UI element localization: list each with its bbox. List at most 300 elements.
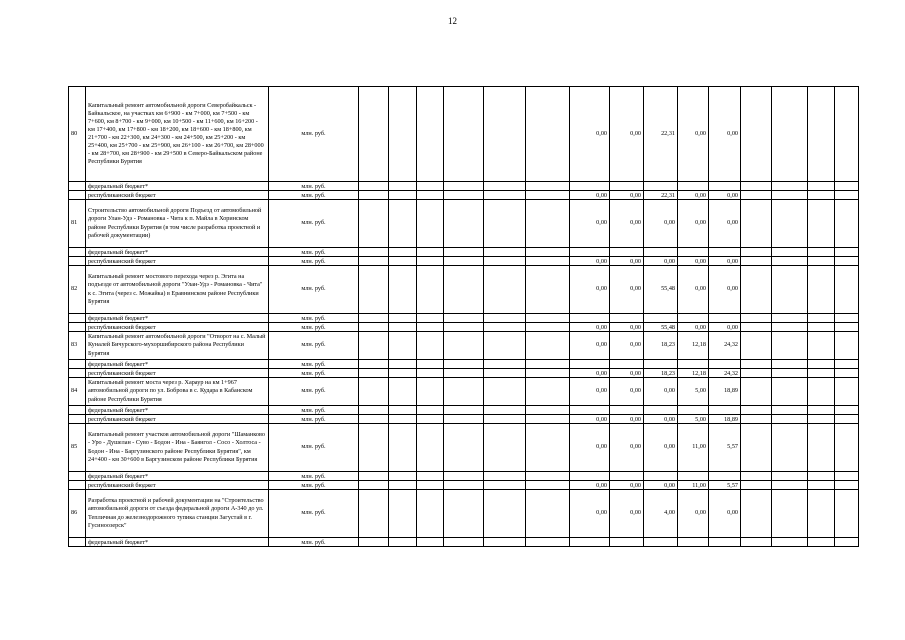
value-cell (417, 314, 444, 323)
value-cell (709, 472, 741, 481)
value-cell (570, 248, 610, 257)
value-cell: 0,00 (570, 369, 610, 378)
value-cell (389, 369, 417, 378)
value-cell (359, 257, 389, 266)
value-cell: 0,00 (678, 200, 709, 248)
value-cell (678, 538, 709, 547)
value-cell (741, 323, 772, 332)
row-number: 86 (69, 490, 86, 538)
project-description: Капитальный ремонт автомобильной дороги "Отворот на с. Малый Куналей Бичурского-мухоршибирского района Республики Бурятия (86, 332, 269, 360)
project-description: Капитальный ремонт участков автомобильной дороги "Шаманково - Уро - Душелан - Суво - Бодон - Ина - Баянгол - Сосо - Холтоса - Бодон - Ина - Баргузинского районе Республики Бурятия", км 24+400 - км 30+600 в Баргузинском районе Республики Бурятия (86, 424, 269, 472)
table-subrow (69, 369, 859, 378)
value-cell (570, 472, 610, 481)
table-subrow (69, 182, 859, 191)
value-cell: 0,00 (570, 415, 610, 424)
value-cell (772, 87, 808, 182)
funding-source: республиканский бюджет (86, 191, 269, 200)
value-cell (808, 472, 835, 481)
value-cell (526, 314, 570, 323)
value-cell (835, 538, 859, 547)
value-cell (610, 360, 644, 369)
value-cell (484, 266, 526, 314)
table-subrow (69, 257, 859, 266)
value-cell (526, 369, 570, 378)
value-cell (644, 472, 678, 481)
table-subrow (69, 248, 859, 257)
unit-cell: млн. руб. (269, 182, 359, 191)
value-cell (610, 248, 644, 257)
row-number (69, 248, 86, 257)
unit-cell: млн. руб. (269, 490, 359, 538)
value-cell (835, 323, 859, 332)
value-cell (417, 424, 444, 472)
value-cell (808, 266, 835, 314)
value-cell (772, 332, 808, 360)
value-cell (835, 332, 859, 360)
unit-cell: млн. руб. (269, 481, 359, 490)
value-cell (808, 248, 835, 257)
table-subrow (69, 191, 859, 200)
funding-source: федеральный бюджет* (86, 360, 269, 369)
value-cell (526, 323, 570, 332)
value-cell (389, 191, 417, 200)
value-cell: 0,00 (570, 378, 610, 406)
project-description: Капитальный ремонт автомобильной дороги Северобайкальск - Байкальское, на участках км 6+900 - км 7+000, км 7+500 - км 7+600, км 8+700 - км 9+000, км 10+500 - км 11+600, км 16+200 - км 17+400, км 17+800 - км 18+200, км 18+600 - км 18+800, км 21+700 - км 22+300, км 24+300 - км 24+500, км 25+200 - км 25+400, км 25+700 - км 25+900, км 26+100 - км 26+700, км 28+000 - км 28+700, км 28+900 - км 29+500 в Северо-Байкальском районе Республики Бурятия (86, 87, 269, 182)
value-cell (484, 538, 526, 547)
value-cell: 12,18 (678, 369, 709, 378)
value-cell (444, 200, 484, 248)
value-cell (417, 191, 444, 200)
value-cell (484, 191, 526, 200)
value-cell (444, 406, 484, 415)
value-cell (417, 538, 444, 547)
value-cell: 18,89 (709, 415, 741, 424)
row-number (69, 360, 86, 369)
value-cell: 0,00 (709, 87, 741, 182)
value-cell (772, 538, 808, 547)
value-cell: 0,00 (570, 323, 610, 332)
unit-cell: млн. руб. (269, 200, 359, 248)
value-cell (835, 369, 859, 378)
value-cell (526, 378, 570, 406)
value-cell (808, 490, 835, 538)
value-cell: 0,00 (610, 200, 644, 248)
value-cell: 0,00 (678, 191, 709, 200)
value-cell (835, 257, 859, 266)
value-cell (389, 406, 417, 415)
value-cell (444, 490, 484, 538)
value-cell (835, 472, 859, 481)
value-cell: 0,00 (570, 200, 610, 248)
value-cell (772, 415, 808, 424)
value-cell (808, 369, 835, 378)
funding-source: республиканский бюджет (86, 323, 269, 332)
value-cell (444, 314, 484, 323)
value-cell (808, 538, 835, 547)
value-cell (444, 257, 484, 266)
value-cell: 0,00 (709, 323, 741, 332)
unit-cell: млн. руб. (269, 360, 359, 369)
value-cell (772, 378, 808, 406)
value-cell: 0,00 (610, 266, 644, 314)
value-cell (417, 87, 444, 182)
value-cell (808, 257, 835, 266)
value-cell (772, 191, 808, 200)
value-cell (678, 182, 709, 191)
value-cell (444, 87, 484, 182)
table-subrow (69, 314, 859, 323)
value-cell (389, 182, 417, 191)
value-cell: 0,00 (610, 490, 644, 538)
value-cell (741, 182, 772, 191)
row-number: 81 (69, 200, 86, 248)
value-cell (389, 378, 417, 406)
value-cell (741, 378, 772, 406)
value-cell: 0,00 (644, 200, 678, 248)
value-cell (835, 378, 859, 406)
funding-source: республиканский бюджет (86, 415, 269, 424)
value-cell (709, 406, 741, 415)
value-cell (526, 200, 570, 248)
value-cell (359, 406, 389, 415)
project-description: Капитальный ремонт мостового перехода через р. Эгита на подъезде от автомобильной дороги "Улан-Удэ - Романовка - Чита" к с. Эгита (через с. Можайка) в Еравнинском районе Республики Бурятия (86, 266, 269, 314)
value-cell (484, 424, 526, 472)
value-cell (808, 424, 835, 472)
value-cell: 0,00 (570, 332, 610, 360)
value-cell (709, 360, 741, 369)
value-cell: 11,00 (678, 424, 709, 472)
value-cell (610, 314, 644, 323)
value-cell (526, 332, 570, 360)
funding-source: федеральный бюджет* (86, 314, 269, 323)
funding-source: федеральный бюджет* (86, 248, 269, 257)
value-cell (835, 87, 859, 182)
value-cell (444, 472, 484, 481)
value-cell (417, 257, 444, 266)
value-cell (444, 481, 484, 490)
value-cell (359, 314, 389, 323)
value-cell: 22,31 (644, 191, 678, 200)
project-description: Строительство автомобильной дороги Подъезд от автомобильной дороги Улан-Удэ - Романовка - Чита к п. Майла в Хоринском районе Республики Бурятия (в том числе разработка проектной и рабочей документации) (86, 200, 269, 248)
value-cell (484, 314, 526, 323)
value-cell (808, 314, 835, 323)
value-cell (644, 538, 678, 547)
value-cell: 24,32 (709, 332, 741, 360)
unit-cell: млн. руб. (269, 87, 359, 182)
unit-cell: млн. руб. (269, 406, 359, 415)
value-cell: 55,48 (644, 266, 678, 314)
value-cell (359, 424, 389, 472)
value-cell (610, 182, 644, 191)
value-cell (526, 490, 570, 538)
value-cell: 12,18 (678, 332, 709, 360)
value-cell (417, 323, 444, 332)
value-cell (389, 200, 417, 248)
value-cell (835, 406, 859, 415)
value-cell (678, 314, 709, 323)
value-cell (526, 406, 570, 415)
value-cell: 5,57 (709, 424, 741, 472)
value-cell (389, 424, 417, 472)
value-cell (444, 248, 484, 257)
table-row (69, 424, 859, 472)
unit-cell: млн. руб. (269, 266, 359, 314)
value-cell (359, 369, 389, 378)
value-cell (741, 257, 772, 266)
value-cell (808, 481, 835, 490)
value-cell: 0,00 (678, 490, 709, 538)
value-cell (444, 538, 484, 547)
value-cell (359, 415, 389, 424)
value-cell: 5,57 (709, 481, 741, 490)
value-cell: 0,00 (610, 257, 644, 266)
value-cell (835, 360, 859, 369)
funding-source: республиканский бюджет (86, 257, 269, 266)
value-cell (610, 472, 644, 481)
row-number: 83 (69, 332, 86, 360)
value-cell (526, 191, 570, 200)
value-cell (526, 360, 570, 369)
value-cell: 0,00 (610, 481, 644, 490)
unit-cell: млн. руб. (269, 332, 359, 360)
value-cell: 5,00 (678, 415, 709, 424)
value-cell: 0,00 (570, 481, 610, 490)
value-cell (741, 490, 772, 538)
value-cell (444, 360, 484, 369)
value-cell (644, 360, 678, 369)
value-cell (484, 248, 526, 257)
value-cell (389, 490, 417, 538)
value-cell: 0,00 (610, 415, 644, 424)
table-row (69, 200, 859, 248)
project-description: Разработка проектной и рабочей документации на "Строительство автомобильной дороги от съезда федеральной дороги А-340 до ул. Тепличная до железнодорожного тупика станции Загустай в г. Гусиноозерск" (86, 490, 269, 538)
value-cell (772, 314, 808, 323)
unit-cell: млн. руб. (269, 415, 359, 424)
value-cell (526, 266, 570, 314)
budget-table (68, 86, 859, 547)
value-cell (741, 472, 772, 481)
value-cell (417, 266, 444, 314)
value-cell (359, 182, 389, 191)
value-cell (359, 266, 389, 314)
value-cell (741, 424, 772, 472)
value-cell (484, 332, 526, 360)
value-cell: 18,89 (709, 378, 741, 406)
value-cell (389, 323, 417, 332)
value-cell: 0,00 (610, 378, 644, 406)
funding-source: республиканский бюджет (86, 481, 269, 490)
value-cell (417, 369, 444, 378)
unit-cell: млн. руб. (269, 378, 359, 406)
value-cell: 0,00 (709, 490, 741, 538)
row-number (69, 314, 86, 323)
value-cell (444, 415, 484, 424)
value-cell (417, 248, 444, 257)
value-cell: 0,00 (678, 257, 709, 266)
value-cell: 0,00 (709, 200, 741, 248)
value-cell: 0,00 (610, 424, 644, 472)
row-number: 80 (69, 87, 86, 182)
value-cell (835, 490, 859, 538)
value-cell (741, 191, 772, 200)
value-cell (808, 415, 835, 424)
value-cell (359, 332, 389, 360)
value-cell (359, 378, 389, 406)
row-number (69, 472, 86, 481)
value-cell (835, 424, 859, 472)
table-row (69, 490, 859, 538)
value-cell: 0,00 (570, 257, 610, 266)
value-cell (570, 406, 610, 415)
value-cell: 11,00 (678, 481, 709, 490)
value-cell (741, 538, 772, 547)
value-cell: 0,00 (709, 191, 741, 200)
value-cell (484, 472, 526, 481)
value-cell: 0,00 (644, 424, 678, 472)
value-cell: 18,23 (644, 332, 678, 360)
page-number: 12 (448, 16, 457, 26)
value-cell (772, 481, 808, 490)
value-cell (417, 378, 444, 406)
value-cell (526, 481, 570, 490)
value-cell (417, 182, 444, 191)
value-cell (444, 369, 484, 378)
value-cell (484, 481, 526, 490)
value-cell (835, 182, 859, 191)
value-cell (484, 378, 526, 406)
value-cell (484, 200, 526, 248)
value-cell: 0,00 (709, 257, 741, 266)
value-cell (389, 415, 417, 424)
value-cell: 0,00 (610, 87, 644, 182)
value-cell (835, 191, 859, 200)
value-cell (808, 200, 835, 248)
value-cell (835, 200, 859, 248)
value-cell (772, 472, 808, 481)
table-row (69, 378, 859, 406)
value-cell (389, 87, 417, 182)
table-subrow (69, 406, 859, 415)
value-cell (417, 332, 444, 360)
value-cell (359, 323, 389, 332)
value-cell (741, 369, 772, 378)
row-number (69, 415, 86, 424)
value-cell: 0,00 (678, 266, 709, 314)
value-cell (835, 248, 859, 257)
value-cell (417, 490, 444, 538)
value-cell (444, 378, 484, 406)
unit-cell: млн. руб. (269, 248, 359, 257)
value-cell (835, 314, 859, 323)
value-cell (417, 481, 444, 490)
value-cell (389, 332, 417, 360)
value-cell (526, 415, 570, 424)
value-cell: 0,00 (644, 378, 678, 406)
value-cell (484, 369, 526, 378)
value-cell (709, 182, 741, 191)
value-cell (359, 200, 389, 248)
unit-cell: млн. руб. (269, 191, 359, 200)
value-cell (741, 314, 772, 323)
row-number: 84 (69, 378, 86, 406)
value-cell: 0,00 (644, 415, 678, 424)
value-cell (484, 257, 526, 266)
unit-cell: млн. руб. (269, 424, 359, 472)
value-cell (389, 360, 417, 369)
value-cell: 0,00 (678, 323, 709, 332)
row-number: 82 (69, 266, 86, 314)
value-cell (484, 490, 526, 538)
value-cell (741, 87, 772, 182)
unit-cell: млн. руб. (269, 323, 359, 332)
table-row (69, 87, 859, 182)
value-cell (417, 472, 444, 481)
value-cell (709, 248, 741, 257)
value-cell (772, 323, 808, 332)
value-cell (389, 472, 417, 481)
row-number (69, 369, 86, 378)
value-cell: 18,23 (644, 369, 678, 378)
table-row (69, 332, 859, 360)
value-cell (526, 538, 570, 547)
funding-source: федеральный бюджет* (86, 538, 269, 547)
value-cell (741, 248, 772, 257)
value-cell (644, 182, 678, 191)
value-cell (678, 248, 709, 257)
value-cell (484, 360, 526, 369)
value-cell (444, 332, 484, 360)
value-cell: 0,00 (570, 490, 610, 538)
value-cell: 0,00 (644, 481, 678, 490)
value-cell (526, 182, 570, 191)
value-cell (484, 87, 526, 182)
value-cell: 4,00 (644, 490, 678, 538)
value-cell: 0,00 (709, 266, 741, 314)
value-cell (389, 538, 417, 547)
value-cell: 22,31 (644, 87, 678, 182)
value-cell (610, 538, 644, 547)
value-cell (772, 360, 808, 369)
value-cell (808, 406, 835, 415)
value-cell: 0,00 (610, 332, 644, 360)
value-cell (644, 248, 678, 257)
table-row (69, 266, 859, 314)
value-cell (444, 182, 484, 191)
value-cell (570, 538, 610, 547)
value-cell (359, 538, 389, 547)
value-cell (389, 266, 417, 314)
project-description: Капитальный ремонт моста через р. Хараур на км 1+967 автомобильной дороги по ул. Боброва в с. Кудара в Кабанском районе Республики Бурятия (86, 378, 269, 406)
unit-cell: млн. руб. (269, 369, 359, 378)
value-cell (389, 257, 417, 266)
value-cell (444, 191, 484, 200)
value-cell (484, 323, 526, 332)
value-cell (772, 257, 808, 266)
value-cell (570, 360, 610, 369)
value-cell (359, 248, 389, 257)
funding-source: республиканский бюджет (86, 369, 269, 378)
value-cell: 0,00 (644, 257, 678, 266)
value-cell (484, 182, 526, 191)
value-cell (772, 406, 808, 415)
value-cell (359, 87, 389, 182)
value-cell (389, 248, 417, 257)
unit-cell: млн. руб. (269, 472, 359, 481)
value-cell (389, 481, 417, 490)
row-number (69, 538, 86, 547)
value-cell (835, 415, 859, 424)
funding-source: федеральный бюджет* (86, 406, 269, 415)
